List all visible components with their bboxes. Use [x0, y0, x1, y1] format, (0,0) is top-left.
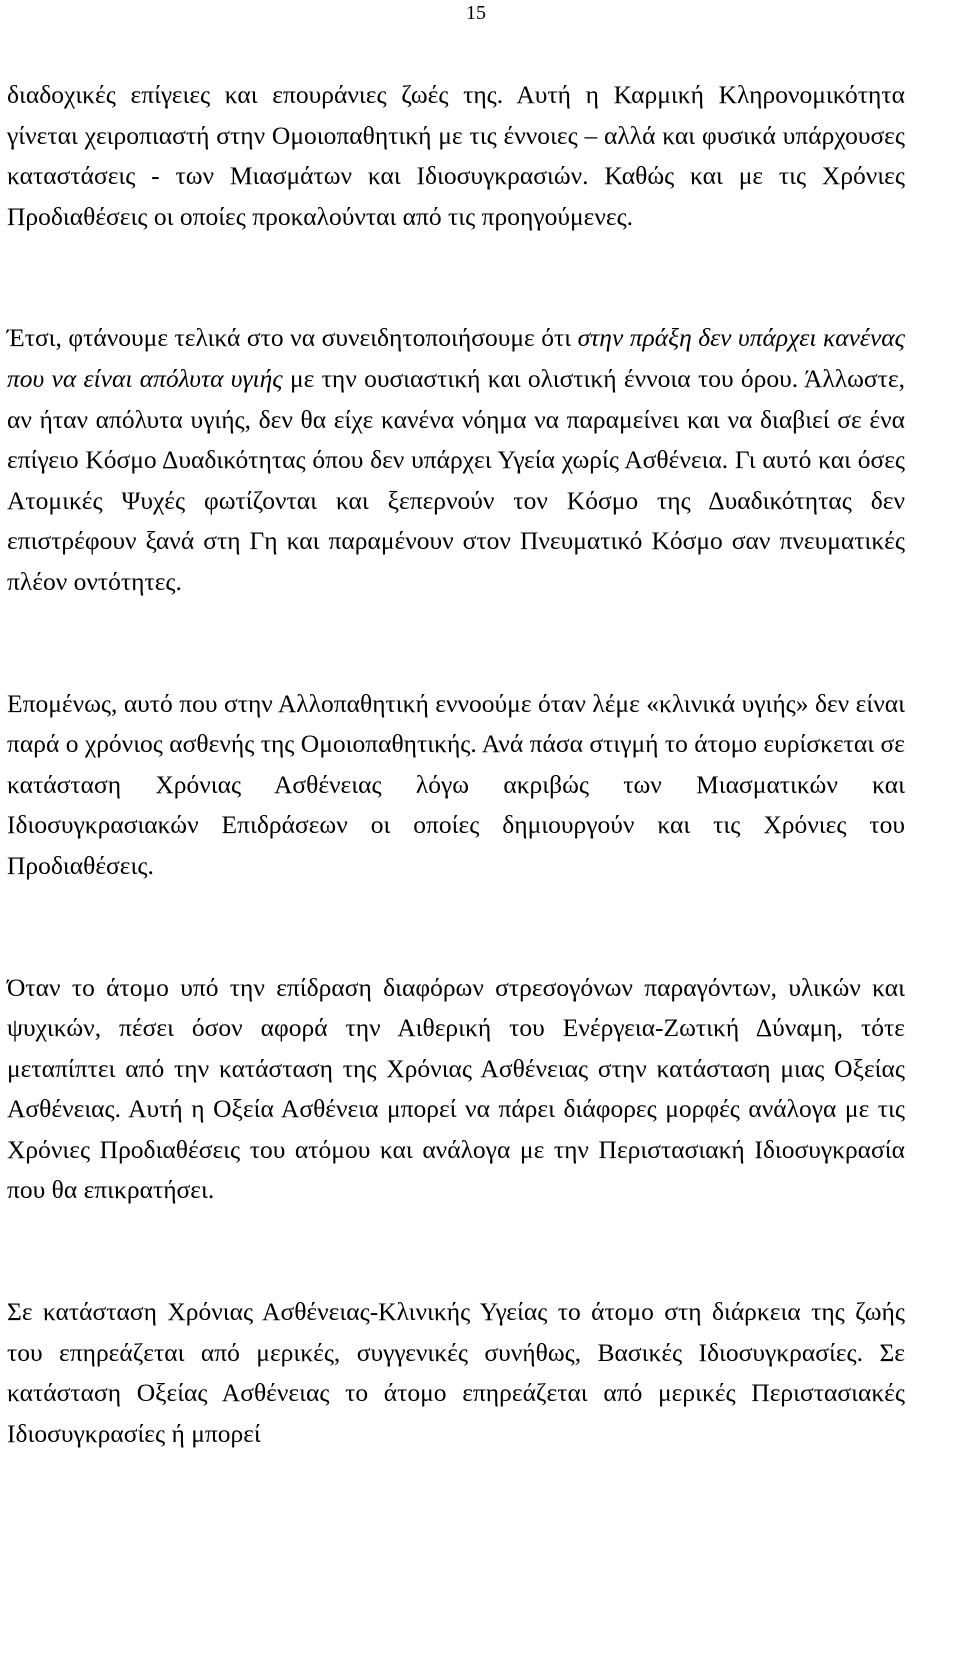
paragraph-spacer: [7, 1211, 905, 1292]
paragraph-4: Όταν το άτομο υπό την επίδραση διαφόρων στρεσογόνων παραγόντων, υλικών και ψυχικών, πέσει όσον αφορά την Αιθερική του Ενέργεια-Ζωτική Δύναμη, τότε μεταπίπτει από την κατάσταση της Χρόνιας Ασθένειας στην κατάσταση μιας Οξείας Ασθένειας. Αυτή η Οξεία Ασθένεια μπορεί να πάρει διάφορες μορφές ανάλογα με τις Χρόνιες Προδιαθέσεις του ατόμου και ανάλογα με την Περιστασιακή Ιδιοσυγκρασία που θα επικρατήσει.: [7, 972, 905, 1205]
paragraph-2-lead: Έτσι, φτάνουμε τελικά στο να συνειδητοποιήσουμε ότι: [7, 323, 578, 353]
paragraph-spacer: [7, 887, 905, 968]
paragraph-2-rest: με την ουσιαστική και ολιστική έννοια του όρου. Άλλωστε, αν ήταν απόλυτα υγιής, δεν θα είχε κανένα νόημα να παραμείνει και να διαβιεί σε ένα επίγειο Κόσμο Δυαδικότητας όπου δεν υπάρχει Υγεία χωρίς Ασθένεια. Γι αυτό και όσες Ατομικές Ψυχές φωτίζονται και ξεπερνούν τον Κόσμο της Δυαδικότητας δεν επιστρέφουν ξανά στη Γη και παραμένουν στον Πνευματικό Κόσμο σαν πνευματικές πλέον οντότητες.: [7, 363, 906, 596]
paragraph-1: διαδοχικές επίγειες και επουράνιες ζωές της. Αυτή η Καρμική Κληρονομικότητα γίνεται χειροπιαστή στην Ομοιοπαθητική με τις έννοιες – αλλά και φυσικά υπάρχουσες καταστάσεις - των Μιασμάτων και Ιδιοσυγκρασιών. Καθώς και με τις Χρόνιες Προδιαθέσεις οι οποίες προκαλούνται από τις προηγούμενες.: [7, 80, 905, 231]
page-number: 15: [466, 2, 486, 24]
paragraph-2-emphasis: στην πράξη δεν υπάρχει κανένας που να είναι απόλυτα υγιής: [7, 323, 905, 393]
document-body: [7, 75, 905, 1454]
paragraph-5: Σε κατάσταση Χρόνιας Ασθένειας-Κλινικής Υγείας το άτομο στη διάρκεια της ζωής του επηρεάζεται από μερικές, συγγενικές συνήθως, Βασικές Ιδιοσυγκρασίες. Σε κατάσταση Οξείας Ασθένειας το άτομο επηρεάζεται από μερικές Περιστασιακές Ιδιοσυγκρασίες ή μπορεί: [7, 1297, 905, 1448]
paragraph-spacer: [7, 237, 905, 318]
paragraph-3: Επομένως, αυτό που στην Αλλοπαθητική εννοούμε όταν λέμε «κλινικά υγιής» δεν είναι παρά ο χρόνιος ασθενής της Ομοιοπαθητικής. Ανά πάσα στιγμή το άτομο ευρίσκεται σε κατάσταση Χρόνιας Ασθένειας λόγω ακριβώς των Μιασματικών και Ιδιοσυγκρασιακών Επιδράσεων οι οποίες δημιουργούν και τις Χρόνιες του Προδιαθέσεις.: [7, 688, 905, 880]
paragraph-2: [7, 318, 905, 602]
paragraph-spacer: [7, 603, 905, 684]
